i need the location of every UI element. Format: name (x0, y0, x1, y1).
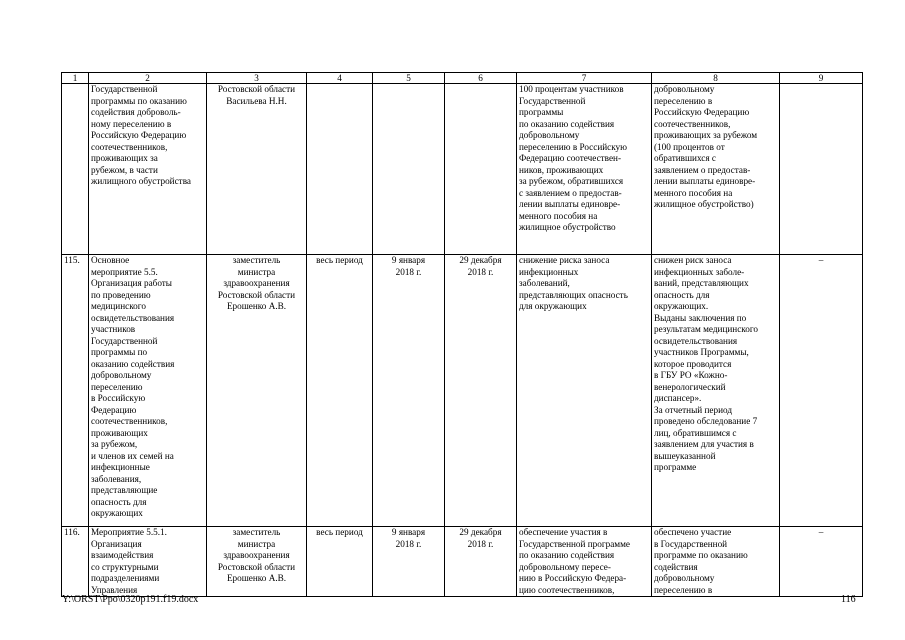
row-number: 115. (62, 255, 89, 527)
header-cell: 8 (652, 73, 780, 84)
end-date: 29 декабря 2018 г. (445, 255, 517, 527)
footer-file-path: Y:\ORST\Ppo\0320p191.f19.docx (62, 594, 199, 605)
responsible-person: заместитель министра здравоохранения Ростовской области Ерошенко А.В. (207, 527, 307, 597)
table-row (62, 527, 863, 597)
notes: – (780, 255, 863, 527)
event-name: Государственной программы по оказанию содействия доброволь- ному переселению в Российскую Федерацию соотечественников, проживающих за рубежом, в части жилищного обустройства (89, 84, 207, 255)
table-row (62, 84, 863, 255)
header-cell: 9 (780, 73, 863, 84)
header-cell: 7 (517, 73, 652, 84)
actual-result: снижен риск заноса инфекционных заболе- ваний, представляющих опасность для окружающих. Выданы заключения по результатам медицинского освидетельствования участников Программы, которое проводится в ГБУ РО «Кожно- венерологический диспансер». За отчетный период проведено обследование 7 лиц, обратившимся с заявлением для участия в вышеуказанной программе (652, 255, 780, 527)
notes: – (780, 527, 863, 597)
header-cell: 3 (207, 73, 307, 84)
start-date: 9 января 2018 г. (373, 255, 445, 527)
responsible-person: заместитель министра здравоохранения Ростовской области Ерошенко А.В. (207, 255, 307, 527)
end-date: 29 декабря 2018 г. (445, 527, 517, 597)
expected-result: обеспечение участия в Государственной программе по оказанию содействия добровольному пересе- нию в Российскую Федера- цию соотечественников, (517, 527, 652, 597)
event-name: Мероприятие 5.5.1. Организация взаимодействия со структурными подразделениями Управления (89, 527, 207, 597)
start-date: 9 января 2018 г. (373, 527, 445, 597)
header-cell: 1 (62, 73, 89, 84)
header-cell: 6 (445, 73, 517, 84)
row-number: 116. (62, 527, 89, 597)
expected-result: снижение риска заноса инфекционных заболеваний, представляющих опасность для окружающих (517, 255, 652, 527)
header-cell: 5 (373, 73, 445, 84)
responsible-person: Ростовской области Васильева Н.Н. (207, 84, 307, 255)
actual-result: обеспечено участие в Государственной программе по оказанию содействия добровольному переселению в (652, 527, 780, 597)
table-row (62, 255, 863, 527)
row-number (62, 84, 89, 255)
page-number: 116 (841, 594, 856, 605)
period: весь период (307, 527, 373, 597)
event-name: Основное мероприятие 5.5. Организация работы по проведению медицинского освидетельствования участников Государственной программы по оказанию содействия добровольному переселению в Российскую Федерацию соотечественников, проживающих за рубежом, и членов их семей на инфекционные заболевания, представляющие опасность для окружающих (89, 255, 207, 527)
start-date (373, 84, 445, 255)
period: весь период (307, 255, 373, 527)
notes (780, 84, 863, 255)
header-cell: 4 (307, 73, 373, 84)
expected-result: 100 процентам участников Государственной программы по оказанию содействия добровольному переселению в Российскую Федерацию соотечествен- ников, проживающих за рубежом, обратившихся с заявлением о предостав- лении выплаты единовре- менного пособия на жилищное обустройство (517, 84, 652, 255)
report-table (61, 72, 863, 597)
end-date (445, 84, 517, 255)
table-header-row (62, 73, 863, 84)
period (307, 84, 373, 255)
actual-result: добровольному переселению в Российскую Федерацию соотечественников, проживающих за рубежом (100 процентов от обратившихся с заявлением о предостав- лении выплаты единовре- менного пособия на жилищное обустройство) (652, 84, 780, 255)
header-cell: 2 (89, 73, 207, 84)
